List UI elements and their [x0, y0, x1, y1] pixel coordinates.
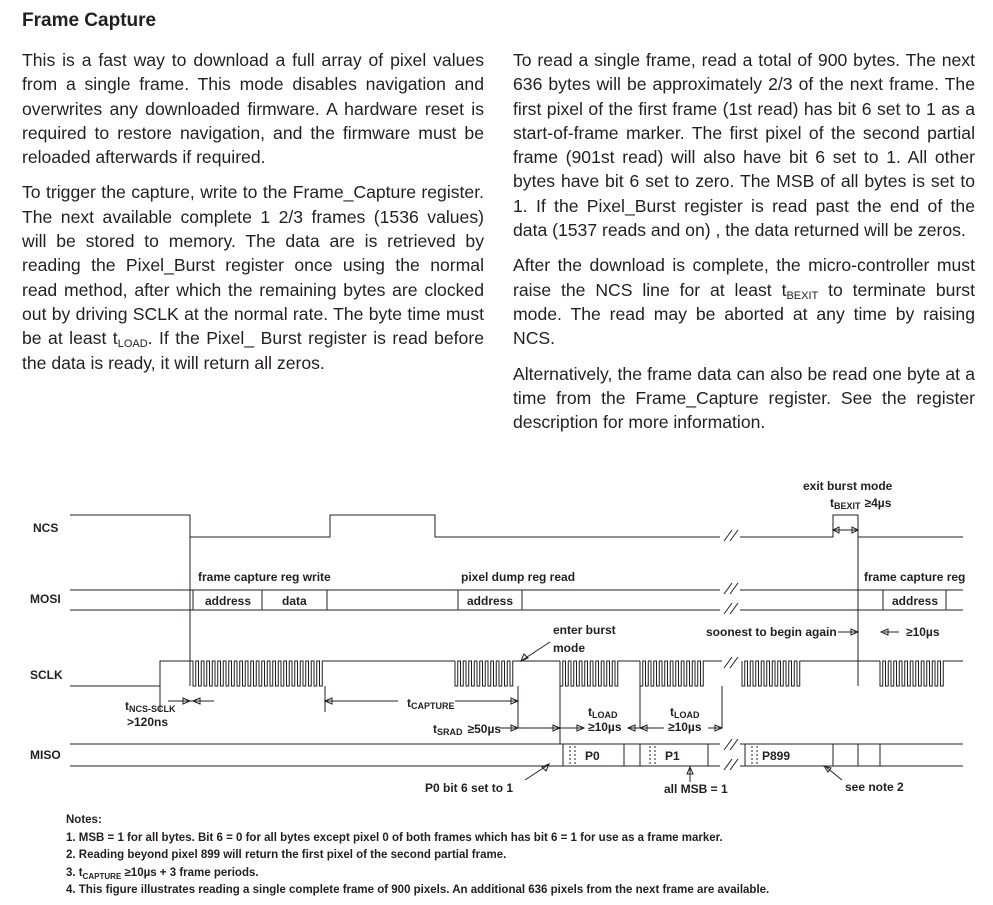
- label-tload-1-val: ≥10µs: [588, 720, 622, 734]
- mosi-address-2: address: [467, 594, 514, 608]
- left-paragraph-1: This is a fast way to download a full array of pixel values from a single frame. This mode disables navigation and overwrites any downloaded firmware. A hardware reset is required to restore navigation, and the firmware must be reloaded afterwards if required.: [22, 50, 484, 168]
- miso-wave: [70, 744, 963, 766]
- label-frame-capture-reg: frame capture reg: [864, 570, 966, 584]
- right-paragraph-3: Alternatively, the frame data can also be read one byte at a time from the Frame_Capture register. See the register description for more information.: [513, 363, 975, 433]
- miso-p1: P1: [665, 749, 680, 763]
- right-column: [513, 48, 975, 445]
- mosi-wave: [70, 590, 963, 610]
- label-enter-burst: enter burst: [553, 623, 616, 637]
- signal-label-mosi: MOSI: [30, 592, 61, 606]
- right-paragraph-2: After the download is complete, the micro-controller must raise the NCS line for at least $t_{BEXIT}$ to terminate burst mode. The read may be aborted at any time by raising NCS.: [513, 255, 975, 349]
- note-3: 3. $t_{CAPTURE} \ge 10\mu s + 3$ frame periods.: [66, 866, 259, 881]
- label-tload-1: tLOAD: [588, 705, 618, 720]
- label-ge10-soonest: ≥10µs: [906, 625, 940, 639]
- label-tload-2-val: ≥10µs: [668, 720, 702, 734]
- left-column: [22, 48, 484, 386]
- enter-burst-arrow: [521, 642, 550, 661]
- note-2: 2. Reading beyond pixel 899 will return the first pixel of the second partial frame.: [66, 849, 507, 861]
- label-mode: mode: [553, 641, 586, 655]
- label-tsrad: tSRAD ≥50µs: [433, 722, 502, 737]
- miso-p0: P0: [585, 749, 600, 763]
- timing-diagram: [0, 470, 993, 805]
- notes: [66, 812, 769, 900]
- label-tcapture: tCAPTURE: [407, 696, 455, 711]
- signal-label-ncs: NCS: [33, 521, 59, 535]
- label-see-note2: see note 2: [845, 780, 904, 794]
- signal-label-sclk: SCLK: [30, 668, 63, 682]
- label-tload-2: tLOAD: [670, 705, 700, 720]
- section-title: Frame Capture: [22, 10, 157, 31]
- mosi-address-1: address: [205, 594, 252, 608]
- label-tncs-val: >120ns: [127, 715, 169, 729]
- signal-label-miso: MISO: [30, 748, 61, 762]
- mosi-data: data: [282, 594, 307, 608]
- label-p0-bit6: P0 bit 6 set to 1: [425, 781, 514, 795]
- right-paragraph-1: To read a single frame, read a total of 900 bytes. The next 636 bytes will be approximately 2/3 of the next frame. The first pixel of the first frame (1st read) has bit 6 set to 1 as a start-of-frame marker. The first pixel of the second partial frame (901st read) will also have bit 6 set to 1. All other bytes have bit 6 set to zero. The MSB of all bytes is set to 1. If the Pixel_Burst register is read past the end of the data (1537 reads and on) , the data returned will be zeros.: [513, 50, 975, 241]
- note-4: 4. This figure illustrates reading a single complete frame of 900 pixels. An additional 636 pixels from the next frame are available.: [66, 884, 770, 896]
- left-paragraph-2: To trigger the capture, write to the Frame_Capture register. The next available complete 1 2/3 frames (1536 values) will be stored to memory. The data are is retrieved by reading the Pixel_Burst register once using the normal read method, after which the remaining bytes are clocked out by driving SCLK at the normal rate. The byte time must be at least $t_{LOAD}$. If the Pixel_ Burst register is read before the data is ready, it will return all zeros.: [22, 182, 484, 373]
- mosi-address-3: address: [892, 594, 939, 608]
- label-tncs-sclk: tNCS-SCLK: [125, 699, 176, 714]
- tbexit-arrow: [833, 527, 858, 533]
- label-exit-burst-mode: exit burst mode: [803, 479, 893, 493]
- label-tbexit: tBEXIT ≥4µs: [830, 496, 892, 511]
- miso-p899: P899: [762, 749, 791, 763]
- tsrad-arrow: [500, 725, 560, 731]
- note-1: 1. MSB = 1 for all bytes. Bit 6 = 0 for all bytes except pixel 0 of both frames which has bit 6 = 1 for use as a frame marker.: [66, 831, 723, 844]
- notes-heading: Notes:: [66, 814, 102, 826]
- label-all-msb: all MSB = 1: [664, 782, 728, 796]
- break-marks: [724, 530, 738, 770]
- label-soonest: soonest to begin again: [706, 625, 837, 639]
- ncs-wave: [70, 515, 720, 537]
- sclk-wave: [70, 661, 963, 686]
- label-frame-capture-reg-write: frame capture reg write: [198, 570, 331, 584]
- label-pixel-dump-reg-read: pixel dump reg read: [461, 570, 576, 584]
